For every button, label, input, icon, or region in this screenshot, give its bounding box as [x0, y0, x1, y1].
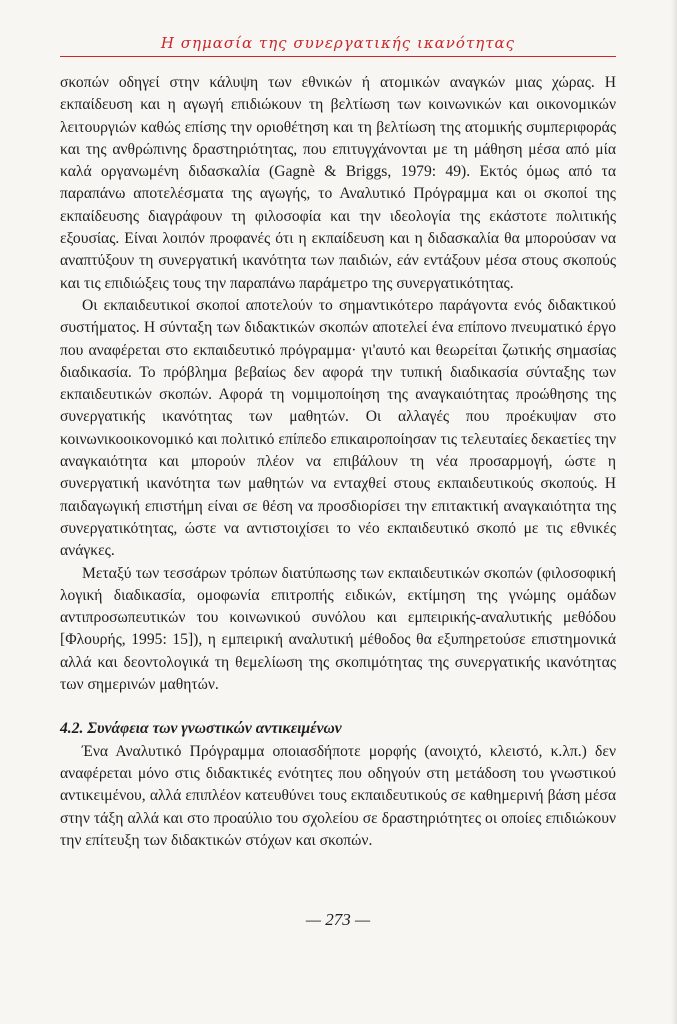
running-head-rule: [60, 56, 616, 57]
section-heading: 4.2. Συνάφεια των γνωστικών αντικειμένων: [60, 720, 342, 738]
paragraph: Μεταξύ των τεσσάρων τρόπων διατύπωσης των εκπαιδευτικών σκοπών (φιλοσοφική λογική διαδικασία, ομοφωνία επιτροπής ειδικών, εκτίμηση της γνώμης ομάδων αντιπροσωπευτικών του κοινωνικού συνόλου και εμπειρικής-αναλυτικής μεθόδου [Φλουρής, 1995: 15]), η εμπειρική αναλυτική μέθοδος θα εξυπηρετούσε επιστημονικά αλλά και δεοντολογικά τη θεμελίωση της σκοπιμότητας της συνεργατικής ικανότητας των σημερινών μαθητών.: [60, 564, 616, 694]
paragraph-continued: σκοπών οδηγεί στην κάλυψη των εθνικών ή ατομικών αναγκών μιας χώρας. Η εκπαίδευση και η αγωγή επιδιώκουν τη βελτίωση των κοινωνικών και οικονομικών λειτουργιών καθώς επίσης την οριοθέτηση και τη βελτίωση της ατομικής συμπεριφοράς και της ανθρώπινης δραστηριότητας, που επιτυγχάνονται με τη μάθηση μέσα από μία καλά οργανωμένη διδασκαλία (Gagnè & Briggs, 1979: 49). Εκτός όμως από τα παραπάνω αποτελέσματα της αγωγής, το Αναλυτικό Πρόγραμμα και οι σκοποί της εκπαίδευσης διαγράφουν τη φιλοσοφία και την ιδεολογία της εκάστοτε πολιτικής εξουσίας. Είναι λοιπόν προφανές ότι η εκπαίδευση και η διδασκαλία θα μπορούσαν να αναπτύξουν τη συνεργατική ικανότητα των παιδιών, εάν εντάξουν μέσα στους σκοπούς και τις επιδιώξεις τους την παραπάνω παράμετρο της συνεργατικότητας.: [60, 74, 616, 292]
page-edge-shadow: [671, 0, 677, 1024]
paragraph: Οι εκπαιδευτικοί σκοποί αποτελούν το σημαντικότερο παράγοντα ενός διδακτικού συστήματος. Η σύνταξη των διδακτικών σκοπών αποτελεί ένα επίπονο πνευματικό έργο που αναφέρεται στο εκπαιδευτικό πρόγραμμα· γι'αυτό και θεωρείται ζωτικής σημασίας διαδικασία. Το πρόβλημα βεβαίως δεν αφορά την τυπική διαδικασία σύνταξης των εκπαιδευτικών σκοπών. Αφορά τη νομιμοποίηση της αναγκαιότητας προώθησης της συνεργατικής ικανότητας των μαθητών. Οι αλλαγές που προέκυψαν στο κοινωνικοοικονομικό και πολιτικό επίπεδο επικαιροποίησαν τις τελευταίες δεκαετίες την αναγκαιότητα και μπορούν πλέον να επιβάλουν τη νέα προσαρμογή, ώστε η συνεργατική ικανότητα των μαθητών να ενταχθεί στους εκπαιδευτικούς σκοπούς. Η παιδαγωγική επιστήμη είναι σε θέση να προσδιορίσει την επιτακτική αναγκαιότητα της συνεργατικότητας, ώστε να αντιστοιχίσει το νέο εκπαιδευτικό σκοπό με τις εθνικές ανάγκες.: [60, 296, 616, 560]
body-text: [60, 72, 616, 852]
page-number: — 273 —: [305, 910, 371, 929]
section-paragraph: Ένα Αναλυτικό Πρόγραμμα οποιασδήποτε μορφής (ανοιχτό, κλειστό, κ.λπ.) δεν αναφέρεται μόνο στις διδακτικές ενότητες που οδηγούν στη μετάδοση του γνωστικού αντικειμένου, αλλά επιπλέον κατευθύνει τους εκπαιδευτικούς σε καθημερινή βάση μέσα στην τάξη αλλά και στο προαύλιο του σχολείου σε δραστηριότητες οι οποίες επιδιώκουν την επίτευξη των διδακτικών στόχων και σκοπών.: [60, 742, 616, 849]
running-head: Η σημασία της συνεργατικής ικανότητας: [160, 34, 516, 52]
